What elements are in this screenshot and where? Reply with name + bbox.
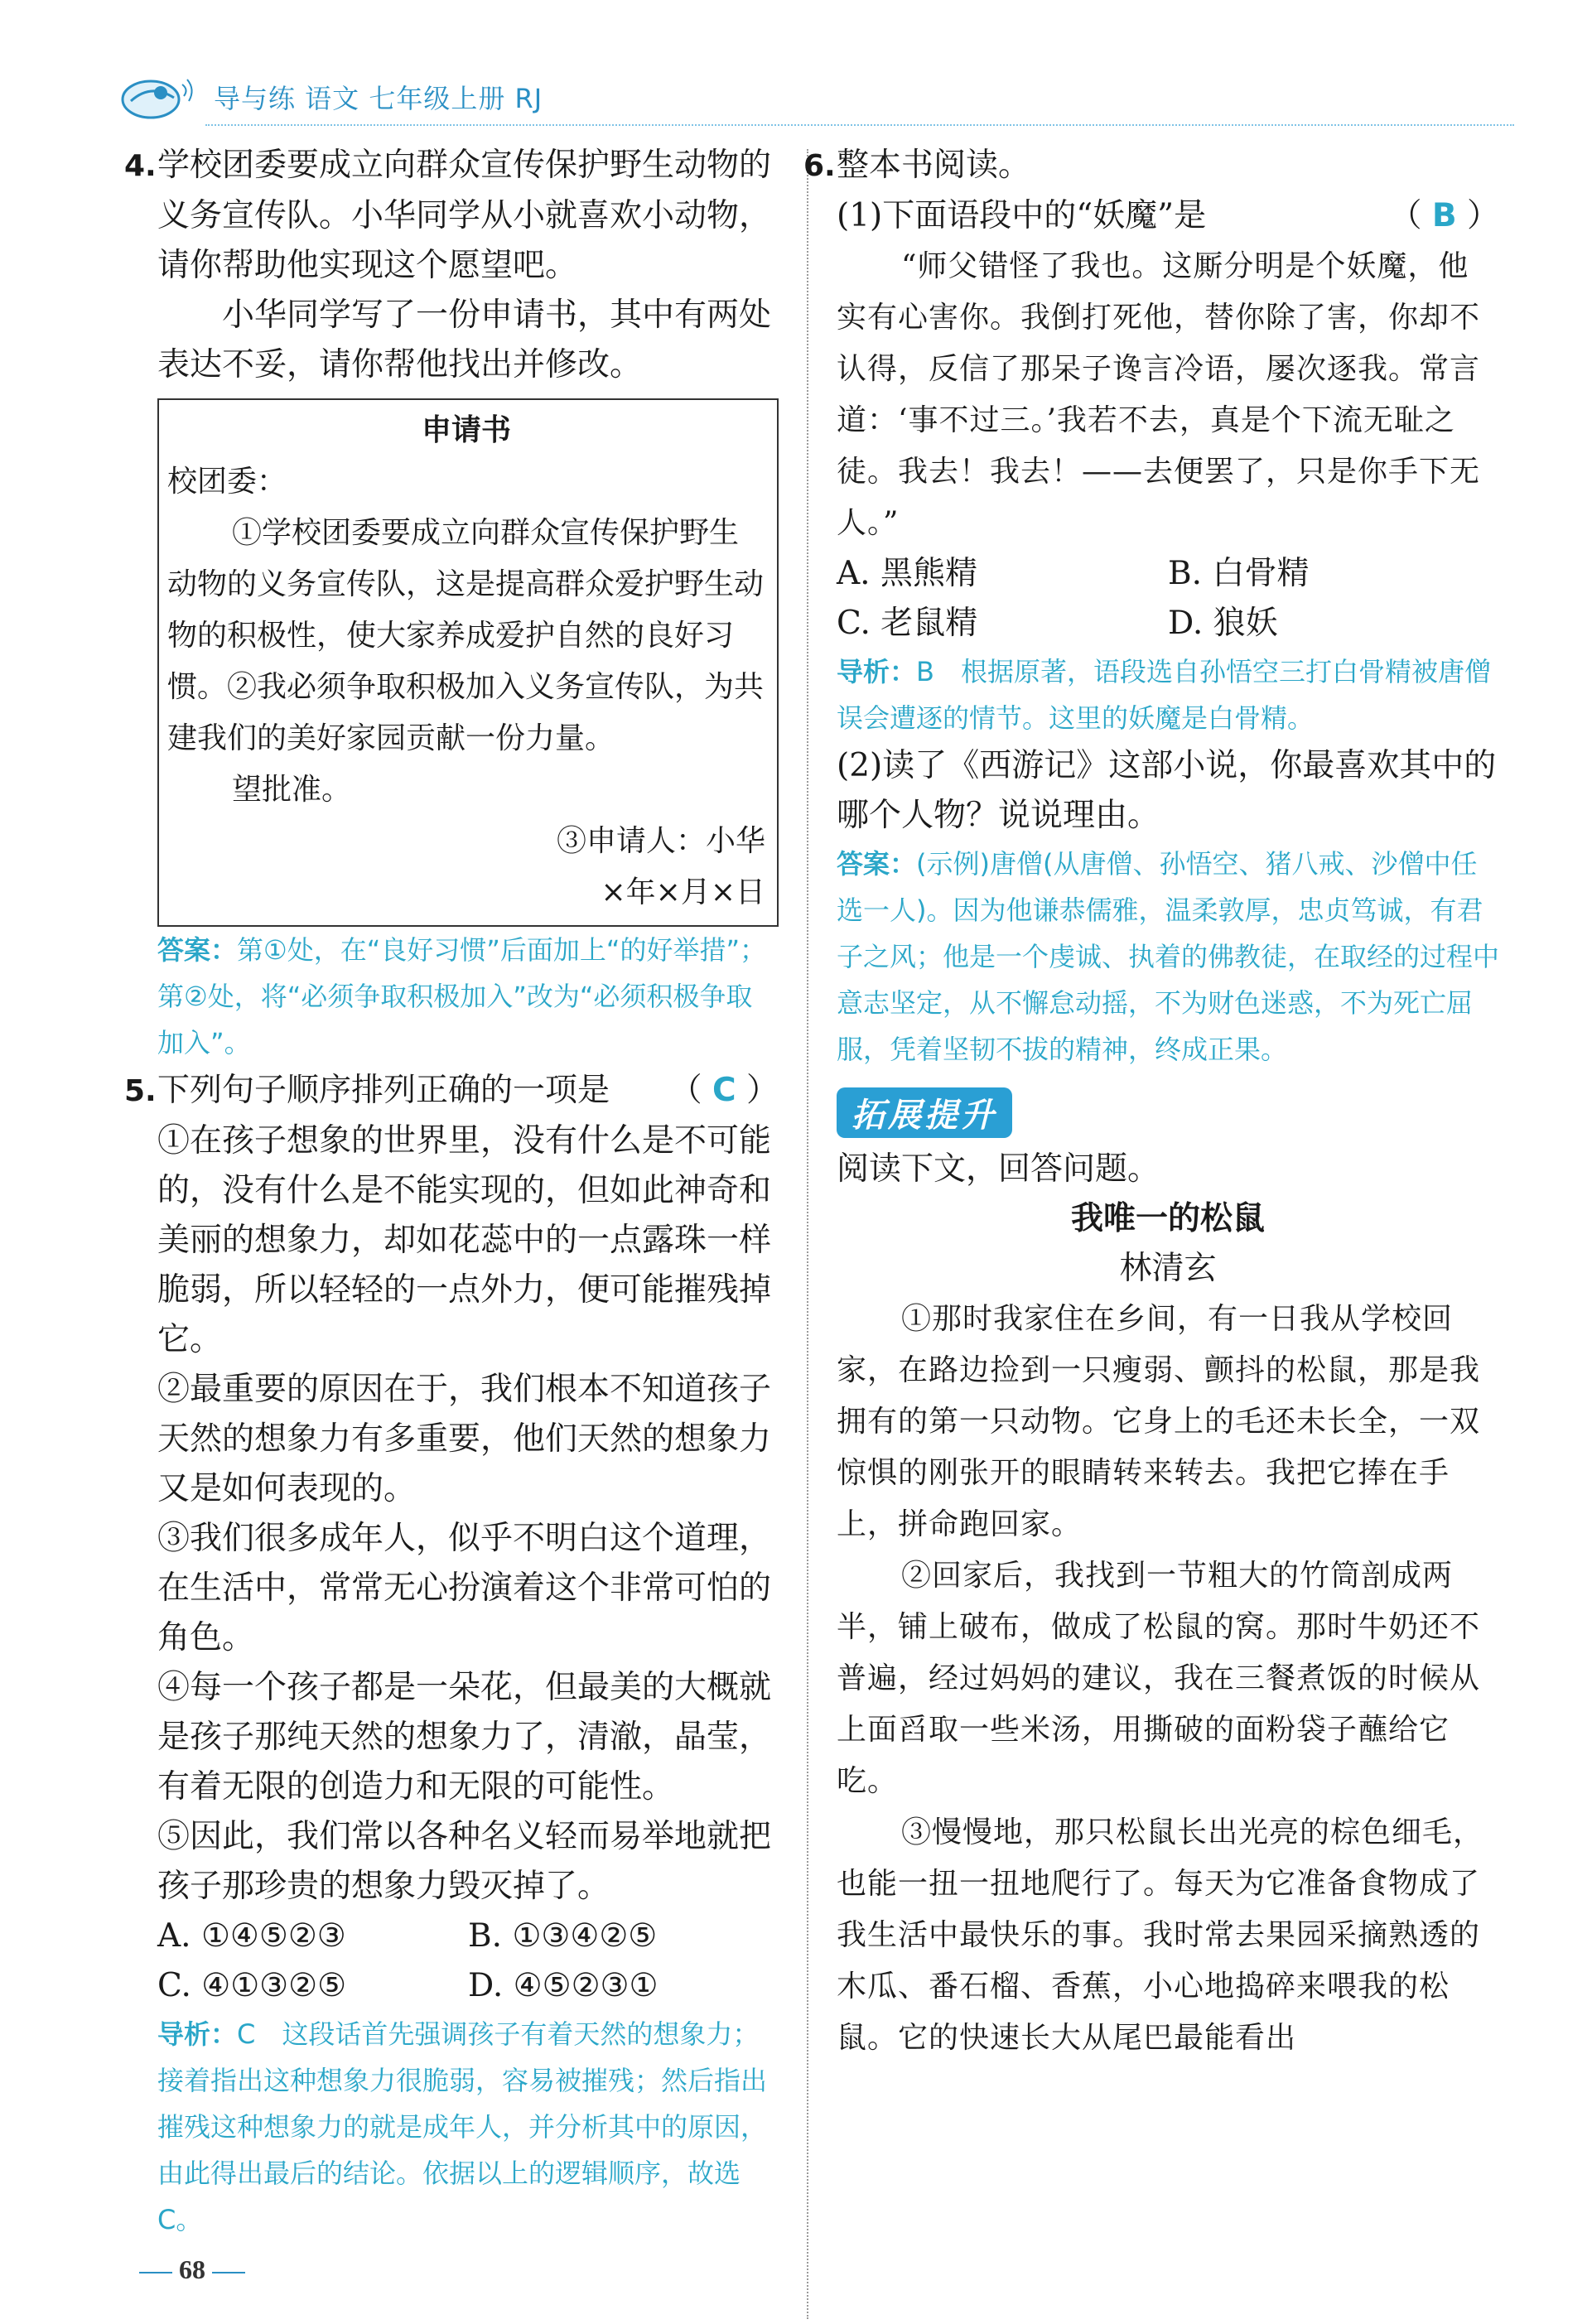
guide-text: B 根据原著，语段选自孙悟空三打白骨精被唐僧误会遭逐的情节。这里的妖魔是白骨精。 <box>837 656 1491 734</box>
question-number: 6. <box>803 149 836 183</box>
options <box>157 1912 779 2011</box>
answer-tag: 答案： <box>837 848 917 880</box>
letter-signature: ③申请人：小华 <box>556 824 765 858</box>
answer-text: (示例)唐僧(从唐僧、孙悟空、猪八戒、沙僧中任选一人)。因为他谦恭儒雅，温柔敦厚，忠贞笃诚，有君子之风；他是一个虔诚、执着的佛教徒，在取经的过程中意志坚定，从不懈怠动摇，不为财色迷惑，不为死亡屈服，凭着坚韧不拔的精神，终成正果。 <box>837 848 1500 1065</box>
letter-date: ×年×月×日 <box>601 875 765 909</box>
article-title: 我唯一的松鼠 <box>1070 1200 1265 1237</box>
question-number: 4. <box>124 149 157 183</box>
sentence-2: ②最重要的原因在于，我们根本不知道孩子天然的想象力有多重要，他们天然的想象力又是如何表现的。 <box>157 1371 772 1507</box>
option-a: A. ①④⑤②③ <box>157 1917 346 1955</box>
header-divider <box>205 124 1514 126</box>
guide-tag: 导析： <box>157 2018 238 2050</box>
option-b: B. 白骨精 <box>1168 555 1310 592</box>
section-label: 拓展提升 <box>837 1087 1012 1138</box>
right-column <box>803 141 1500 2064</box>
option-d: D. ④⑤②③① <box>468 1967 659 2004</box>
letter-title: 申请书 <box>421 413 511 447</box>
question-4 <box>124 141 779 1066</box>
article-paragraph-1: ①那时我家住在乡间，有一日我从学校回家，在路边捡到一只瘦弱、颤抖的松鼠，那是我拥有的第一只动物。它身上的毛还未长全，一双惊惧的刚张开的眼睛转来转去。我把它捧在手上，拼命跑回家。 <box>837 1302 1481 1541</box>
book-logo-icon <box>116 68 199 126</box>
question-stem: 下列句子顺序排列正确的一项是 <box>157 1072 610 1109</box>
left-column <box>124 141 779 2243</box>
article-author: 林清玄 <box>1119 1250 1217 1287</box>
letter-salutation: 校团委： <box>167 465 287 499</box>
letter-body: ①学校团委要成立向群众宣传保护野生动物的义务宣传队，这是提高群众爱护野生动物的积极性，使大家养成爱护自然的良好习惯。②我必须争取积极加入义务宣传队，为共建我们的美好家园贡献一份力量。 <box>167 516 765 755</box>
guide-text: C 这段话首先强调孩子有着天然的想象力；接着指出这种想象力很脆弱，容易被摧残；然后指出摧残这种想象力的就是成年人，并分析其中的原因，由此得出最后的结论。依据以上的逻辑顺序，故选C。 <box>157 2018 768 2235</box>
option-a: A. 黑熊精 <box>837 555 977 592</box>
question-6: 6.整本书阅读。 (1)下面语段中的“妖魔”是 （ B ） “师父错怪了我也。这厮分明是个妖魔，他实有心害你。我倒打死他，替你除了害，你却不认得，反信了那呆子谗言冷语，屡次逐我。常言道：‘事不过三。’我若不去，真是个下流无耻之徒。我去！我去！——去便罢了，只是你手下无人。” A. 黑熊精 B. 白骨精 C. 老鼠精 D. 狼妖 导析：B 根据原著，语段选自孙悟空三打白骨精被唐僧误会遭逐的情节。这里的妖魔是白骨精。 (2)读了《西游记》这部小说，你最喜欢其中的哪个人物？说说理由。 答案：(示例)唐僧(从唐僧、孙悟空、猪八戒、沙僧中任选一人)。因为他谦恭儒雅，温柔敦厚，忠贞笃诚，有君子之风；他是一个虔诚、执着的佛教徒，在取经的过程中意志坚定，从不懈怠动摇，不为财色迷惑，不为死亡屈服，凭着坚韧不拔的精神，终成正果。 <box>837 141 1499 1073</box>
page-header <box>116 68 543 126</box>
sentence-1: ①在孩子想象的世界里，没有什么是不可能的，没有什么是不能实现的，但如此神奇和美丽的想象力，却如花蕊中的一点露珠一样脆弱，所以轻轻的一点外力，便可能摧残掉它。 <box>157 1122 772 1358</box>
quote-passage: “师父错怪了我也。这厮分明是个妖魔，他实有心害你。我倒打死他，替你除了害，你却不认得，反信了那呆子谗言冷语，屡次逐我。常言道：‘事不过三。’我若不去，真是个下流无耻之徒。我去！我去！——去便罢了，只是你手下无人。” <box>837 249 1481 540</box>
extension-section <box>837 1073 1499 2064</box>
guide-tag: 导析： <box>837 656 917 687</box>
letter-closing: 望批准。 <box>232 773 352 807</box>
question-title: 整本书阅读。 <box>837 147 1031 184</box>
answer-block <box>837 841 1499 1073</box>
option-d: D. 狼妖 <box>1168 605 1278 642</box>
option-c: C. 老鼠精 <box>837 605 978 642</box>
page-number: 68 <box>133 2254 252 2285</box>
sentence-4: ④每一个孩子都是一朵花，但最美的大概就是孩子那纯天然的想象力了，清澈，晶莹，有着无限的创造力和无限的可能性。 <box>157 1669 772 1806</box>
guide-block <box>837 649 1499 741</box>
question-5: 5.下列句子顺序排列正确的一项是 （ C ） ①在孩子想象的世界里，没有什么是不可能的，没有什么是不能实现的，但如此神奇和美丽的想象力，却如花蕊中的一点露珠一样脆弱，所以轻轻的一点外力，便可能摧残掉它。 ②最重要的原因在于，我们根本不知道孩子天然的想象力有多重要，他们天然的想象力又是如何表现的。 ③我们很多成年人，似乎不明白这个道理，在生活中，常常无心扮演着这个非常可怕的角色。 ④每一个孩子都是一朵花，但最美的大概就是孩子那纯天然的想象力了，清澈，晶莹，有着无限的创造力和无限的可能性。 ⑤因此，我们常以各种名义轻而易举地就把孩子那珍贵的想象力毁灭掉了。 A. ①④⑤②③ B. ①③④②⑤ C. ④①③②⑤ D. ④⑤②③① 导析：C 这段话首先强调孩子有着天然的想象力；接着指出这种想象力很脆弱，容易被摧残；然后指出摧残这种想象力的就是成年人，并分析其中的原因，由此得出最后的结论。依据以上的逻辑顺序，故选C。 <box>157 1066 779 2243</box>
options <box>837 549 1499 649</box>
column-divider <box>807 149 808 2319</box>
article-paragraph-3: ③慢慢地，那只松鼠长出光亮的棕色细毛，也能一扭一扭地爬行了。每天为它准备食物成了我生活中最快乐的事。我时常去果园采摘熟透的木瓜、番石榴、香蕉，小心地捣碎来喂我的松鼠。它的快速长大从尾巴最能看出 <box>837 1815 1484 2055</box>
guide-block <box>157 2011 779 2243</box>
answer-text: 第①处，在“良好习惯”后面加上“的好举措”；第②处，将“必须争取积极加入”改为“必须积极争取加入”。 <box>157 934 767 1058</box>
answer-letter: C <box>712 1072 736 1109</box>
question-number: 5. <box>124 1074 157 1108</box>
article-paragraph-2: ②回家后，我找到一节粗大的竹筒剖成两半，铺上破布，做成了松鼠的窝。那时牛奶还不普遍，经过妈妈的建议，我在三餐煮饭的时候从上面舀取一些米汤，用撕破的面粉袋子蘸给它吃。 <box>837 1559 1481 1798</box>
sentence-3: ③我们很多成年人，似乎不明白这个道理，在生活中，常常无心扮演着这个非常可怕的角色。 <box>157 1520 772 1656</box>
option-c: C. ④①③②⑤ <box>157 1967 347 2004</box>
reading-intro: 阅读下文，回答问题。 <box>837 1150 1160 1188</box>
part-1-stem: (1)下面语段中的“妖魔”是 <box>837 197 1207 234</box>
question-stem: 学校团委要成立向群众宣传保护野生动物的义务宣传队。小华同学从小就喜欢小动物，请你帮助他实现这个愿望吧。 <box>157 147 772 284</box>
answer-block <box>157 927 779 1066</box>
answer-tag: 答案： <box>157 934 238 966</box>
question-sub: 小华同学写了一份申请书，其中有两处表达不妥，请你帮他找出并修改。 <box>157 297 772 383</box>
part-2-stem: (2)读了《西游记》这部小说，你最喜欢其中的哪个人物？说说理由。 <box>837 747 1497 834</box>
header-title: 导与练 语文 七年级上册 RJ <box>214 83 543 114</box>
application-letter-box <box>157 398 779 927</box>
answer-letter: B <box>1431 197 1457 234</box>
sentence-5: ⑤因此，我们常以各种名义轻而易举地就把孩子那珍贵的想象力毁灭掉了。 <box>157 1818 772 1905</box>
option-b: B. ①③④②⑤ <box>468 1917 658 1955</box>
